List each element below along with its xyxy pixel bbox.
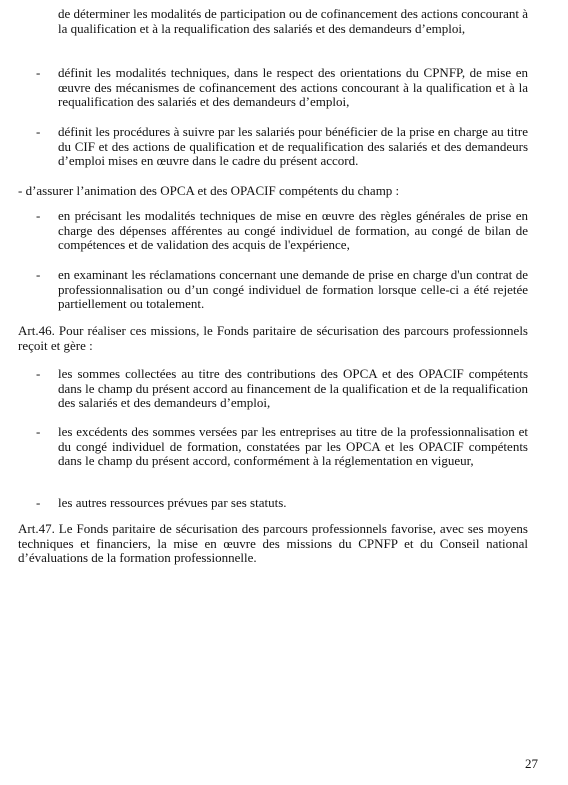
bullet-dash: - bbox=[36, 495, 41, 510]
list-item: les sommes collectées au titre des contributions des OPCA et des OPACIF compétents dans le champ du présent accord au financement de la qualification et de la requalification des salariés et des demandeurs d’emploi, bbox=[58, 366, 528, 411]
list-item: définit les modalités techniques, dans le respect des orientations du CPNFP, de mise en œuvre des mécanismes de cofinancement des actions concourant à la qualification et à la requalification des salariés et des demandeurs d’emploi, bbox=[58, 65, 528, 110]
bullet-dash: - bbox=[36, 424, 41, 439]
article-47: Art.47. Le Fonds paritaire de sécurisation des parcours professionnels favorise, avec ses moyens techniques et financiers, la mise en œuvre des missions du CPNFP et du Conseil national d’évaluations de la formation professionnelle. bbox=[18, 521, 528, 566]
bullet-dash: - bbox=[36, 65, 41, 80]
article-46: Art.46. Pour réaliser ces missions, le Fonds paritaire de sécurisation des parcours professionnels reçoit et gère : bbox=[18, 323, 528, 353]
list-item: en précisant les modalités techniques de mise en œuvre des règles générales de prise en charge des dépenses afférentes au congé individuel de formation, au congé de bilan de compétences et de validation des acquis de l'expérience, bbox=[58, 208, 528, 253]
list-item: définit les procédures à suivre par les salariés pour bénéficier de la prise en charge au titre du CIF et des actions de qualification et de requalification des salariés et des demandeurs d’emploi mises en œuvre dans le cadre du présent accord. bbox=[58, 124, 528, 169]
bullet-dash: - bbox=[36, 208, 41, 223]
list-item: les autres ressources prévues par ses statuts. bbox=[58, 495, 287, 510]
bullet-dash: - bbox=[36, 366, 41, 381]
intro-continuation: de déterminer les modalités de participation ou de cofinancement des actions concourant à la qualification et à la requalification des salariés et des demandeurs d’emploi, bbox=[58, 6, 528, 36]
page-number: 27 bbox=[525, 756, 538, 771]
bullet-dash: - bbox=[36, 267, 41, 282]
list-item: les excédents des sommes versées par les entreprises au titre de la professionnalisation et du congé individuel de formation, constatées par les OPCA et les OPACIF compétents dans le champ du présent accord, conformément à la réglementation en vigueur, bbox=[58, 424, 528, 469]
bullet-dash: - bbox=[36, 124, 41, 139]
animation-heading: - d’assurer l’animation des OPCA et des OPACIF compétents du champ : bbox=[18, 183, 400, 198]
list-item: en examinant les réclamations concernant une demande de prise en charge d'un contrat de professionnalisation ou d’un congé individuel de formation lorsque celle-ci a été rejetée partiellement ou totalement. bbox=[58, 267, 528, 312]
